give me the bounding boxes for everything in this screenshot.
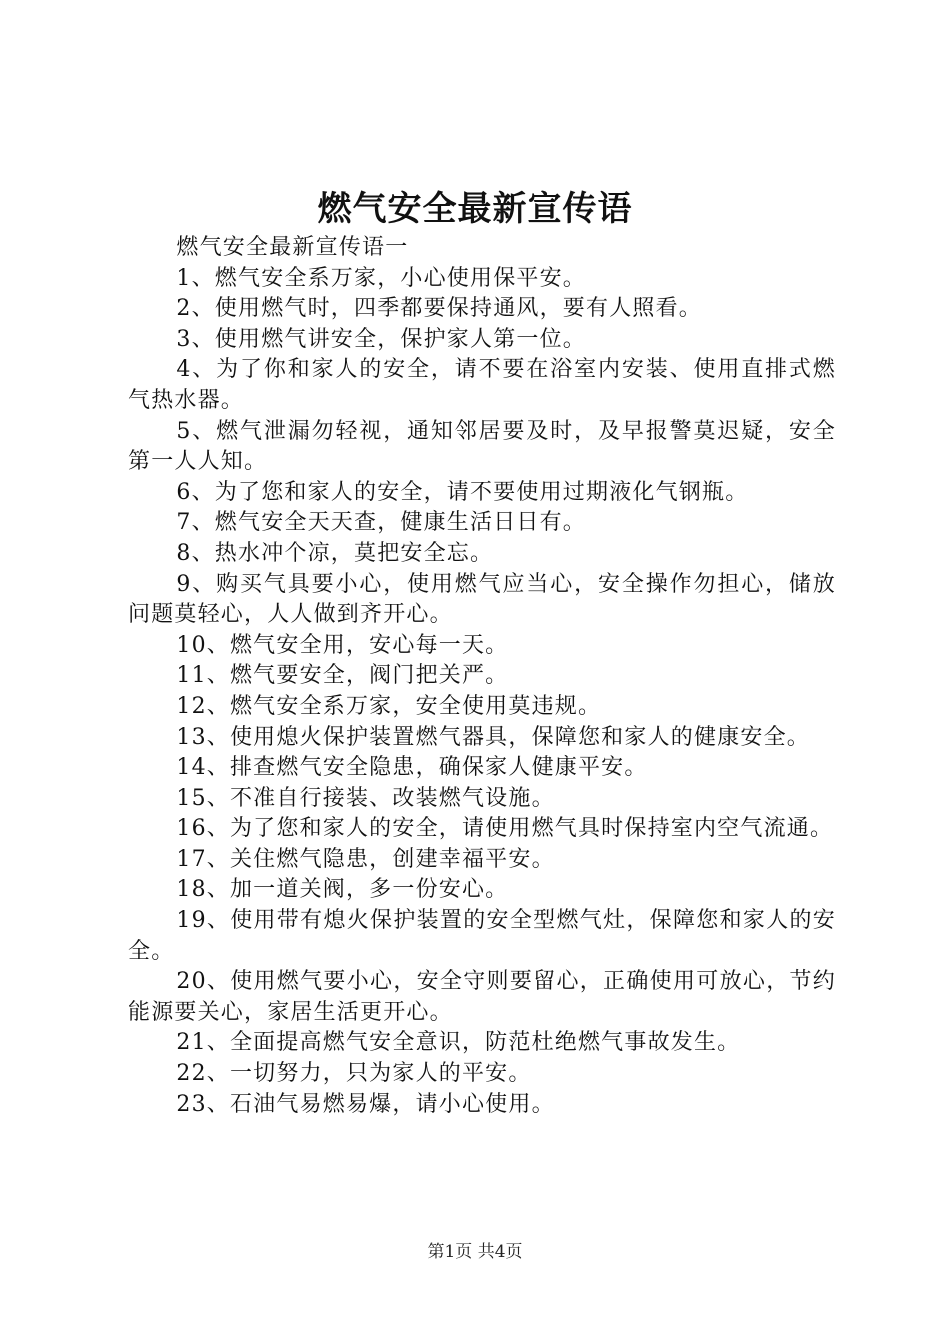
paragraph: 10、燃气安全用，安心每一天。 (176, 632, 509, 658)
paragraph: 13、使用熄火保护装置燃气器具，保障您和家人的健康安全。 (176, 724, 810, 750)
paragraph: 3、使用燃气讲安全，保护家人第一位。 (176, 326, 586, 352)
paragraph: 17、关住燃气隐患，创建幸福平安。 (176, 846, 555, 872)
paragraph: 6、为了您和家人的安全，请不要使用过期液化气钢瓶。 (176, 479, 749, 505)
document-title: 燃气安全最新宣传语 (317, 189, 633, 229)
paragraph: 14、排查燃气安全隐患，确保家人健康平安。 (176, 755, 648, 781)
paragraph: 20、使用燃气要小心，安全守则要留心，正确使用可放心，节约能源要关心，家居生活更开心。 (128, 969, 836, 1025)
paragraph: 9、购买气具要小心，使用燃气应当心，安全操作勿担心，储放问题莫轻心，人人做到齐开心。 (128, 571, 836, 628)
paragraph: 5、燃气泄漏勿轻视，通知邻居要及时，及早报警莫迟疑，安全第一人人知。 (128, 418, 836, 475)
paragraph: 23、石油气易燃易爆，请小心使用。 (176, 1091, 555, 1117)
paragraph: 4、为了你和家人的安全，请不要在浴室内安装、使用直排式燃气热水器。 (128, 357, 836, 413)
document-body (128, 233, 836, 1120)
paragraph: 22、一切努力，只为家人的平安。 (176, 1061, 532, 1087)
paragraph: 21、全面提高燃气安全意识，防范杜绝燃气事故发生。 (176, 1030, 741, 1056)
paragraph: 16、为了您和家人的安全，请使用燃气具时保持室内空气流通。 (176, 816, 834, 842)
paragraph: 11、燃气要安全，阀门把关严。 (176, 663, 509, 689)
paragraph: 15、不准自行接装、改装燃气设施。 (176, 785, 555, 811)
paragraph: 8、热水冲个凉，莫把安全忘。 (176, 540, 494, 566)
paragraph: 7、燃气安全天天查，健康生活日日有。 (176, 510, 586, 536)
paragraph: 燃气安全最新宣传语一 (176, 235, 409, 260)
paragraph: 18、加一道关阀，多一份安心。 (176, 877, 509, 903)
paragraph: 19、使用带有熄火保护装置的安全型燃气灶，保障您和家人的安全。 (128, 908, 836, 964)
page-indicator: 第1页 共4页 (427, 1242, 523, 1262)
paragraph: 12、燃气安全系万家，安全使用莫违规。 (176, 693, 602, 719)
paragraph: 2、使用燃气时，四季都要保持通风，要有人照看。 (176, 296, 702, 322)
paragraph: 1、燃气安全系万家，小心使用保平安。 (176, 265, 586, 291)
